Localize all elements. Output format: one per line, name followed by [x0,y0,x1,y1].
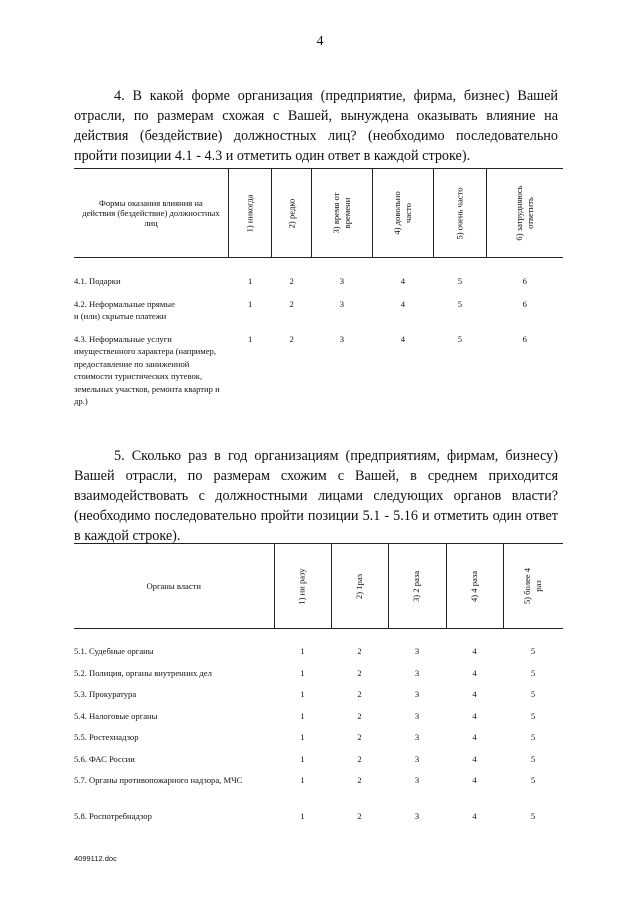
answer-option[interactable]: 4 [400,333,406,344]
table-row [74,772,563,806]
answer-option[interactable]: 3 [339,276,345,286]
answer-option[interactable]: 3 [414,732,420,742]
answer-option[interactable]: 2 [357,710,362,721]
answer-option[interactable]: 2 [289,276,294,286]
row-label: 4.1. Подарки [74,276,121,286]
question-5-table [74,543,563,830]
question-5-body: 5. Сколько раз в год организациям (предприятиям, фирмам, бизнесу) Вашей отрасли, по размерам схожим с Вашей, в среднем приходится взаимодействовать с должностными лицами следующих органов власти? (необходимо последовательно пройти позиции 5.1 - 5.16 и отметить один ответ в каждой строке). [74,448,558,545]
answer-option[interactable]: 5 [530,732,536,742]
row-label: 5.2. Полиция, органы внутренних дел [74,667,212,678]
row-label: 5.6. ФАС России [74,753,135,764]
answer-option[interactable]: 5 [530,753,536,764]
answer-option[interactable]: 2 [357,689,362,699]
table-row [74,751,563,773]
answer-option[interactable]: 1 [300,753,305,764]
answer-option[interactable]: 5 [530,667,536,678]
answer-option[interactable]: 3 [339,298,345,309]
answer-option[interactable]: 5 [530,710,536,721]
row-label: 5.5. Ростехнадзор [74,732,139,742]
answer-option[interactable]: 3 [414,667,420,678]
answer-option[interactable]: 6 [522,298,527,309]
answer-option[interactable]: 1 [300,775,305,785]
document-filename: 4099112.doc [74,854,117,863]
column-header: 2) 1раз [331,544,388,629]
table-row [74,665,563,687]
answer-option[interactable]: 2 [289,333,294,344]
table-row [74,323,563,408]
answer-option[interactable]: 5 [457,333,463,344]
answer-option[interactable]: 1 [247,276,253,286]
table-row [74,629,563,665]
row-label: 5.7. Органы противопожарного надзора, МЧС [74,775,243,785]
answer-option[interactable]: 1 [300,811,305,821]
column-header: 1) никогда [228,169,272,258]
answer-option[interactable]: 3 [339,333,345,344]
answer-option[interactable]: 3 [414,775,420,785]
table-row [74,708,563,730]
table-row [74,729,563,751]
answer-option[interactable]: 1 [300,710,305,721]
answer-option[interactable]: 5 [530,646,536,656]
row-label: 5.8. Роспотребнадзор [74,811,152,821]
row-label: 5.1. Судебные органы [74,646,154,656]
answer-option[interactable]: 4 [472,775,477,785]
answer-option[interactable]: 4 [472,710,477,721]
answer-option[interactable]: 6 [522,333,527,344]
row-label: 4.2. Неформальные прямые и (или) скрытые платежи [74,298,175,321]
row-label: 5.4. Налоговые органы [74,710,158,721]
column-header: 5) очень часто [433,169,486,258]
answer-option[interactable]: 4 [472,689,477,699]
table-header-row [74,169,563,258]
table-row [74,686,563,708]
column-header: 3) время от времени [311,169,372,258]
answer-option[interactable]: 4 [472,732,477,742]
answer-option[interactable]: 2 [289,298,294,309]
question-4-table [74,168,563,408]
answer-option[interactable]: 4 [400,276,406,286]
row-header: Формы оказания влияния на действия (бездействие) должностных лиц [74,169,228,258]
answer-option[interactable]: 5 [457,276,463,286]
column-header: 5) более 4 раз [503,544,563,629]
row-label: 5.3. Прокуратура [74,689,137,699]
answer-option[interactable]: 4 [472,667,477,678]
answer-option[interactable]: 5 [530,689,536,699]
row-header: Органы власти [74,544,274,629]
column-header: 4) 4 раза [446,544,503,629]
table-row [74,258,563,288]
answer-option[interactable]: 4 [472,753,477,764]
column-header: 2) редко [272,169,312,258]
answer-option[interactable]: 1 [300,646,305,656]
question-4-body: 4. В какой форме организация (предприятие, фирма, бизнес) Вашей отрасли, по размерам схожая с Вашей, вынуждена оказывать влияние на действия (бездействие) должностных лиц? (необходимо последовательно пройти позиции 4.1 - 4.3 и отметить один ответ в каждой строке). [74,88,558,165]
answer-option[interactable]: 2 [357,646,362,656]
answer-option[interactable]: 2 [357,667,362,678]
answer-option[interactable]: 5 [530,775,536,785]
answer-option[interactable]: 4 [472,646,477,656]
page-number: 4 [316,34,324,49]
answer-option[interactable]: 4 [400,298,406,309]
answer-option[interactable]: 6 [522,276,527,286]
answer-option[interactable]: 1 [300,732,305,742]
column-header: 3) 2 раза [388,544,446,629]
table-row [74,806,563,830]
answer-option[interactable]: 2 [357,732,362,742]
answer-option[interactable]: 3 [414,811,420,821]
answer-option[interactable]: 2 [357,811,362,821]
row-label: 4.3. Неформальные услуги имущественного характера (например, предоставление по заниженной стоимости туристических путевок, земельных участков, ремонта квартир и др.) [74,333,220,406]
answer-option[interactable]: 3 [414,753,420,764]
answer-option[interactable]: 1 [300,667,305,678]
column-header: 1) ни разу [274,544,331,629]
answer-option[interactable]: 5 [530,811,536,821]
answer-option[interactable]: 1 [247,333,253,344]
table-header-row [74,544,563,629]
answer-option[interactable]: 3 [414,689,420,699]
table-row [74,288,563,323]
answer-option[interactable]: 4 [472,811,477,821]
answer-option[interactable]: 1 [300,689,305,699]
column-header: 4) довольно часто [372,169,433,258]
answer-option[interactable]: 1 [247,298,253,309]
answer-option[interactable]: 3 [414,646,420,656]
question-4-text [74,86,558,166]
question-5-text [74,446,558,546]
answer-option[interactable]: 5 [457,298,463,309]
column-header: 6) затрудняюсь ответить [486,169,563,258]
answer-option[interactable]: 2 [357,775,362,785]
answer-option[interactable]: 3 [414,710,420,721]
answer-option[interactable]: 2 [357,753,362,764]
